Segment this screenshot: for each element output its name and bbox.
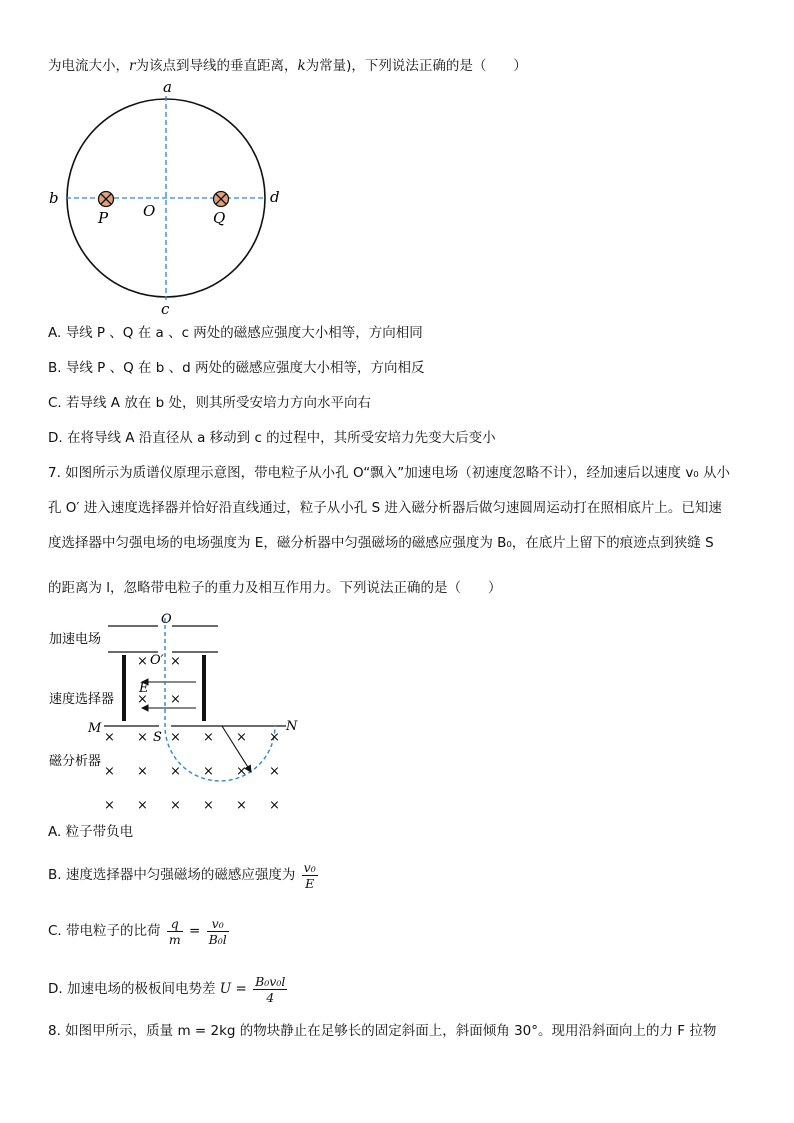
- analyzer-cross: ×: [236, 730, 247, 745]
- analyzer-cross: ×: [170, 730, 181, 745]
- q7-option-c: [48, 914, 231, 948]
- label-b: b: [49, 189, 59, 207]
- analyzer-crosses: [104, 730, 280, 813]
- selector-cross: ×: [137, 692, 148, 707]
- q6-intro-k: k: [297, 58, 306, 74]
- fraction-numerator: q: [167, 916, 183, 932]
- wire-p-icon: [99, 192, 114, 207]
- label-p: P: [98, 209, 109, 227]
- q6-intro-r: r: [129, 58, 136, 74]
- analyzer-cross: ×: [203, 764, 214, 779]
- label-o-prime: O′: [150, 653, 164, 668]
- q7-option-c-rhs-fraction: [207, 916, 229, 947]
- q6-option-c: C. 若导线 A 放在 b 处，则其所受安培力方向水平向右: [48, 395, 371, 411]
- particle-path: [165, 618, 275, 781]
- q7-option-d: [48, 972, 289, 1006]
- fraction-numerator: B₀v₀l: [255, 973, 286, 989]
- selector-cross: ×: [170, 692, 181, 707]
- q7-stem-line4: 的距离为 l，忽略带电粒子的重力及相互作用力。下列说法正确的是（ ）: [48, 580, 502, 596]
- fraction-numerator: v₀: [207, 916, 229, 932]
- q6-intro-mid: 为该点到导线的垂直距离，: [135, 58, 298, 74]
- q7-option-b-fraction: [302, 860, 318, 891]
- q7-option-b: [48, 858, 320, 892]
- q8-stem-line1: 8. 如图甲所示，质量 m = 2kg 的物块静止在足够长的固定斜面上，斜面倾角 30°。现用沿斜面向上的力 F 拉物: [48, 1023, 717, 1039]
- q7-stem-line3: 度选择器中匀强电场的电场强度为 E，磁分析器中匀强磁场的磁感应强度为 B₀，在底片上留下的痕迹点到狭缝 S: [48, 535, 714, 551]
- q7-option-b-text: B. 速度选择器中匀强磁场的磁感应强度为: [48, 867, 296, 883]
- q6-option-d: D. 在将导线 A 沿直径从 a 移动到 c 的过程中，其所受安培力先变大后变小: [48, 430, 496, 446]
- wire-q-icon: [214, 192, 229, 207]
- equals-sign: =: [188, 923, 201, 939]
- label-o-top: O: [161, 612, 172, 627]
- label-magnetic-analyzer: 磁分析器: [49, 754, 102, 769]
- label-d: d: [270, 188, 280, 206]
- selector-plate-left: [122, 655, 126, 721]
- label-n: N: [286, 719, 298, 734]
- label-accel-field: 加速电场: [49, 632, 102, 647]
- analyzer-cross: ×: [170, 798, 181, 813]
- q7-option-a: A. 粒子带负电: [48, 824, 134, 840]
- analyzer-cross: ×: [137, 798, 148, 813]
- q7-option-c-text: C. 带电粒子的比荷: [48, 923, 161, 939]
- label-q: Q: [213, 209, 226, 227]
- q7-stem-line2: 孔 O′ 进入速度选择器并恰好沿直线通过，粒子从小孔 S 进入磁分析器后做匀速圆周运动打在照相底片上。已知速: [48, 500, 722, 516]
- label-m: M: [88, 721, 102, 736]
- analyzer-cross: ×: [236, 764, 247, 779]
- analyzer-cross: ×: [137, 764, 148, 779]
- analyzer-cross: ×: [203, 730, 214, 745]
- q7-mass-spectrometer-figure: [40, 612, 310, 817]
- analyzer-cross: ×: [137, 730, 148, 745]
- analyzer-cross: ×: [104, 730, 115, 745]
- label-c: c: [161, 300, 170, 318]
- analyzer-cross: ×: [170, 764, 181, 779]
- q7-option-d-u: U =: [219, 981, 247, 997]
- label-velocity-selector: 速度选择器: [49, 692, 115, 707]
- q7-option-d-fraction: [253, 974, 287, 1005]
- selector-cross: ×: [170, 654, 181, 669]
- q7-option-d-text: D. 加速电场的极板间电势差: [48, 981, 216, 997]
- selector-cross: ×: [137, 654, 148, 669]
- analyzer-cross: ×: [269, 730, 280, 745]
- label-o: O: [143, 202, 156, 220]
- q6-circle-figure: [40, 78, 300, 318]
- q7-stem-line1: 7. 如图所示为质谱仪原理示意图，带电粒子从小孔 O“飘入”加速电场（初速度忽略不计），经加速后以速度 v₀ 从小: [48, 465, 731, 481]
- fraction-denominator: E: [305, 875, 315, 891]
- fraction-numerator: v₀: [303, 859, 316, 875]
- selector-plate-right: [202, 655, 206, 721]
- q7-option-c-lhs-fraction: [167, 916, 183, 947]
- fraction-denominator: 4: [266, 989, 275, 1005]
- q6-intro: [48, 56, 527, 76]
- label-e: E: [139, 681, 149, 696]
- label-a: a: [163, 78, 172, 96]
- fraction-denominator: m: [168, 931, 181, 947]
- analyzer-cross: ×: [104, 798, 115, 813]
- analyzer-cross: ×: [203, 798, 214, 813]
- q6-option-a: A. 导线 P 、Q 在 a 、c 两处的磁感应强度大小相等，方向相同: [48, 325, 423, 341]
- q6-intro-prefix: 为电流大小，: [48, 58, 129, 74]
- analyzer-cross: ×: [269, 798, 280, 813]
- analyzer-cross: ×: [104, 764, 115, 779]
- label-s: S: [153, 730, 162, 745]
- analyzer-cross: ×: [269, 764, 280, 779]
- analyzer-cross: ×: [236, 798, 247, 813]
- q6-option-b: B. 导线 P 、Q 在 b 、d 两处的磁感应强度大小相等，方向相反: [48, 360, 425, 376]
- fraction-denominator: B₀l: [208, 931, 227, 947]
- q6-intro-suffix: 为常量)，下列说法正确的是（ ）: [305, 58, 527, 74]
